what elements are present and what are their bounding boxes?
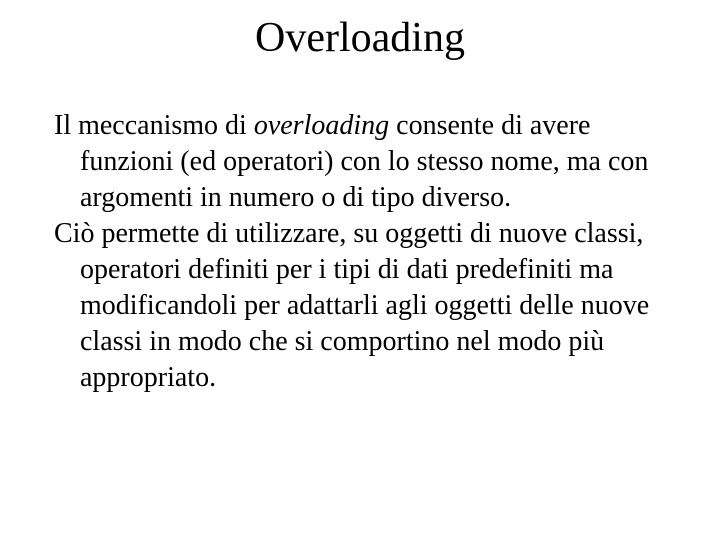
paragraph-overloading-definition bbox=[54, 108, 674, 216]
paragraph-1-rest: consente di avere funzioni (ed operatori) con lo stesso nome, ma con argomenti in numero o di tipo diverso. bbox=[80, 110, 649, 213]
paragraph-1-intro: Il meccanismo di bbox=[54, 110, 254, 141]
paragraph-overloading-usage: Ciò permette di utilizzare, su oggetti di nuove classi, operatori definiti per i tipi di dati predefiniti ma modificandoli per adattarli agli oggetti delle nuove classi in modo che si comportino nel modo più appropriato. bbox=[54, 218, 650, 393]
slide-title: Overloading bbox=[255, 15, 465, 61]
slide-body bbox=[54, 108, 674, 396]
paragraph-1-emphasis: overloading bbox=[253, 110, 390, 141]
